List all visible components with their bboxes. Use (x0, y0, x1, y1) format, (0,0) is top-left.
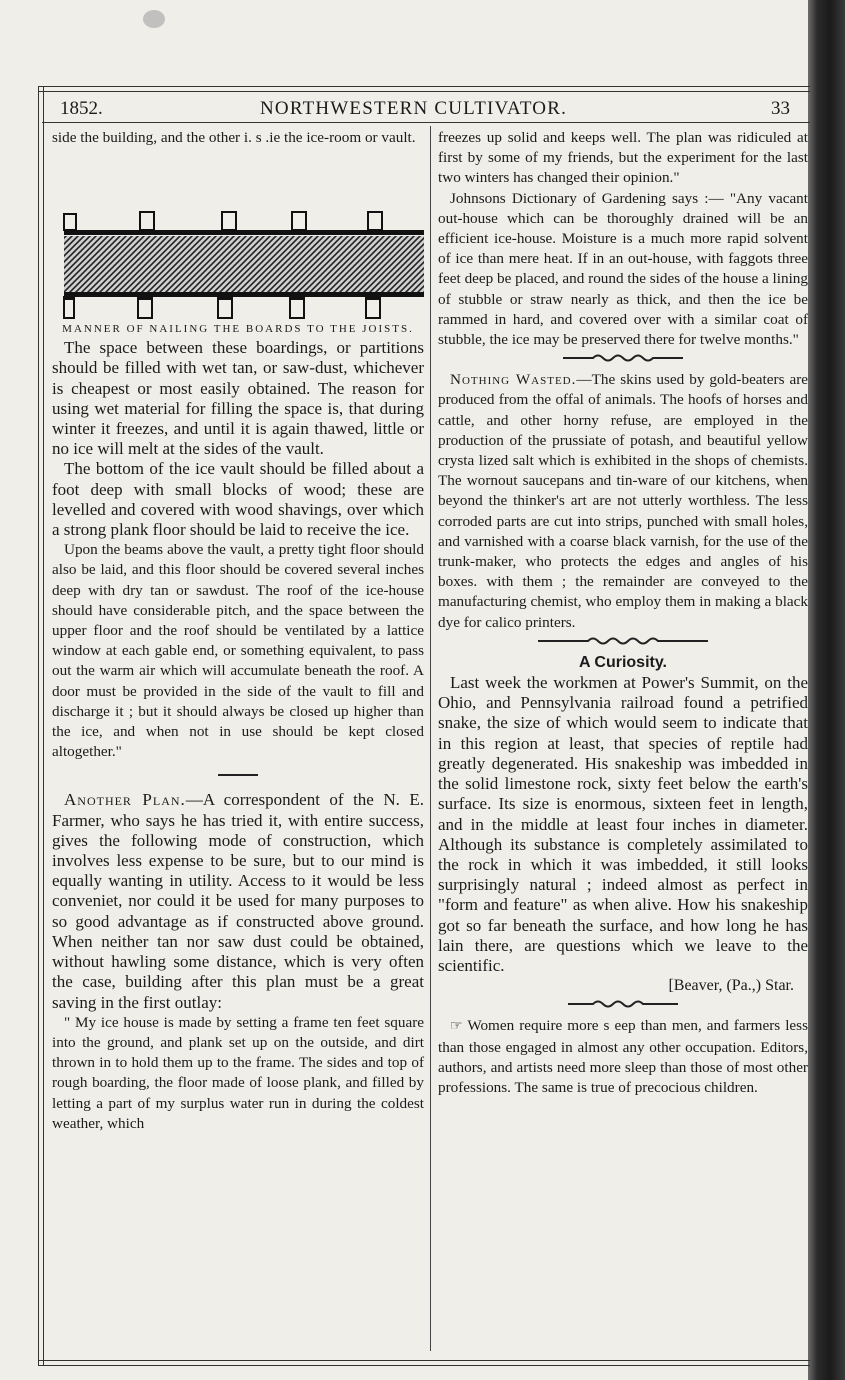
left-column (52, 128, 424, 1134)
boards-diagram (52, 154, 424, 300)
lower-posts (52, 298, 424, 320)
pointing-hand-icon: ☞ (450, 1019, 463, 1035)
lower-posts-drawing (52, 298, 424, 320)
wavy-divider-1 (438, 352, 808, 364)
page-header (50, 94, 794, 120)
paragraph-vault-bottom: The bottom of the ice vault should be filled about a foot deep with small blocks of wood; these are levelled and covered with wood shavings, over which a strong plank floor should be laid to receive the ice. (52, 459, 424, 540)
book-spine (808, 0, 845, 1380)
paragraph-upper-floor: Upon the beams above the vault, a pretty tight floor should also be laid, and this floor should be covered several inches deep with dry tan or sawdust. The roof of the ice-house should have considerable pitch, and the space between the upper floor and the roof should be ventilated by a lattice window at each gable end, or something equivalent, to pass out the warm air which will accumulate beneath the roof. A door must be provided in the side of the vault to fill and discharge it ; but it should always be closed up higher than the ice, and when not in use should be kept closed altogether." (52, 541, 424, 761)
paragraph-freezes: freezes up solid and keeps well. The plan was ridiculed at first by some of my friends, but the experiment for the last two winters has changed their opinion." (438, 129, 808, 187)
header-year: 1852. (60, 98, 103, 119)
wavy-divider-2 (438, 635, 808, 647)
source-signature: [Beaver, (Pa.,) Star. (668, 977, 794, 995)
border-left (38, 86, 44, 1366)
sleep-text: Women require more s eep than men, and farmers less than those engaged in almost any other occupation. Editors, authors, and artists need more sleep than those of most other professions. The same is true of precocious children. (438, 1017, 808, 1096)
paragraph-curiosity: Last week the workmen at Power's Summit, on the Ohio, and Pennsylvania railroad found a petrified snake, the size of which would seem to indicate that in this region at least, that species of reptile had greatly degenerated. His snakeship was imbedded in the solid limestone rock, sixty feet below the earth's surface. Its size is enormous, sixteen feet in length, and in the middle at least four inches in diameter. Although its substance is completely assimilated to the rock in which it was imbedded, it still looks surprisingly natural ; indeed almost as perfect in "form and feature" as when alive. How his snakeship got so far beneath the surface, and how long he has lain there, are questions which we leave to the scientific. (438, 673, 808, 975)
another-plan-text: —A correspondent of the N. E. Farmer, who says he has tried it, with entire success, gives the following mode of construction, which involves less expense to be sure, but to our mind is equally wanting in utility. Access to it would be less conveniet, nor could it be used for many purposes to so good advantage as if constructed above ground. When neither tan nor saw dust could be obtained, without hawling some distance, which is very often the case, building after this plan must be a great saving in the first outlay: (52, 790, 425, 1012)
page-number: 33 (771, 98, 790, 119)
wavy-rule-icon (568, 998, 678, 1010)
border-top (38, 86, 810, 92)
nothing-wasted-heading: Nothing Wasted. (450, 371, 577, 389)
intro-text: side the building, and the other i. s .ie the ice-room or vault. (52, 129, 416, 146)
paragraph-another-plan (52, 790, 424, 1012)
paragraph-ice-house-quote: " My ice house is made by setting a frame ten feet square into the ground, and plank set up on the outside, and dirt thrown in to hold them up to the frame. The sides and top of rough boarding, the floor made of loose plank, and filled by letting a part of my surplus water run in during the coldest weather, which (52, 1013, 424, 1132)
nothing-wasted-text: —The skins used by gold-beaters are produced from the offal of animals. The hoofs of horses and cattle, and other horny refuse, are employed in the production of the prussiate of potash, and beautiful yellow crysta lized salt which is exhibited in the shops of chemists. The wornout saucepans and tin-ware of our kitchens, when beyond the thinker's art are not utterly worthless. The less corroded parts are cut into strips, punched with small holes, and varnished with a coarse black varnish, for the use of the trunk-maker, who protects the edges and angles of his boxes. with them ; the remainder are conveyed to the manufacturing chemist, who employ them in making a black dye for calico printers. (438, 371, 808, 631)
wavy-rule-icon (563, 352, 683, 364)
boards-figure (52, 154, 424, 300)
paragraph-sleep (438, 1016, 808, 1098)
paragraph-johnsons: Johnsons Dictionary of Gardening says :— "Any vacant out-house which can be thoroughly drained will be an efficient ice-house. Moisture is a much more rapid solvent of ice than mere heat. If in an out-house, with faggots three feet deep be placed, and round the sides of the house a lining of stubble or straw nearly as thick, and then the ice be rammed in hard, and covered over with a similar coat of stubble, the ice may be preserved there for twelve months." (438, 189, 808, 349)
paragraph-space-filling: The space between these boardings, or partitions should be filled with wet tan, or saw-dust, whichever is cheapest or most easily obtained. The reason for using wet material for filling the space is, that during winter it freezes, and until it is again thawed, little or no ice will melt at the sides of the vault. (52, 338, 424, 459)
right-column (438, 128, 808, 1098)
border-bottom (38, 1360, 810, 1366)
header-rule (42, 122, 810, 123)
paragraph-nothing-wasted (438, 370, 808, 633)
header-title: NORTHWESTERN CULTIVATOR. (260, 98, 568, 119)
wavy-rule-icon (538, 635, 708, 647)
ink-smudge (143, 10, 165, 28)
curiosity-heading: A Curiosity. (578, 653, 667, 671)
column-rule (430, 126, 431, 1351)
figure-caption: MANNER OF NAILING THE BOARDS TO THE JOISTS. (62, 323, 414, 336)
section-divider (218, 774, 258, 776)
another-plan-heading: Another Plan. (64, 790, 186, 810)
wavy-divider-3 (438, 998, 808, 1010)
